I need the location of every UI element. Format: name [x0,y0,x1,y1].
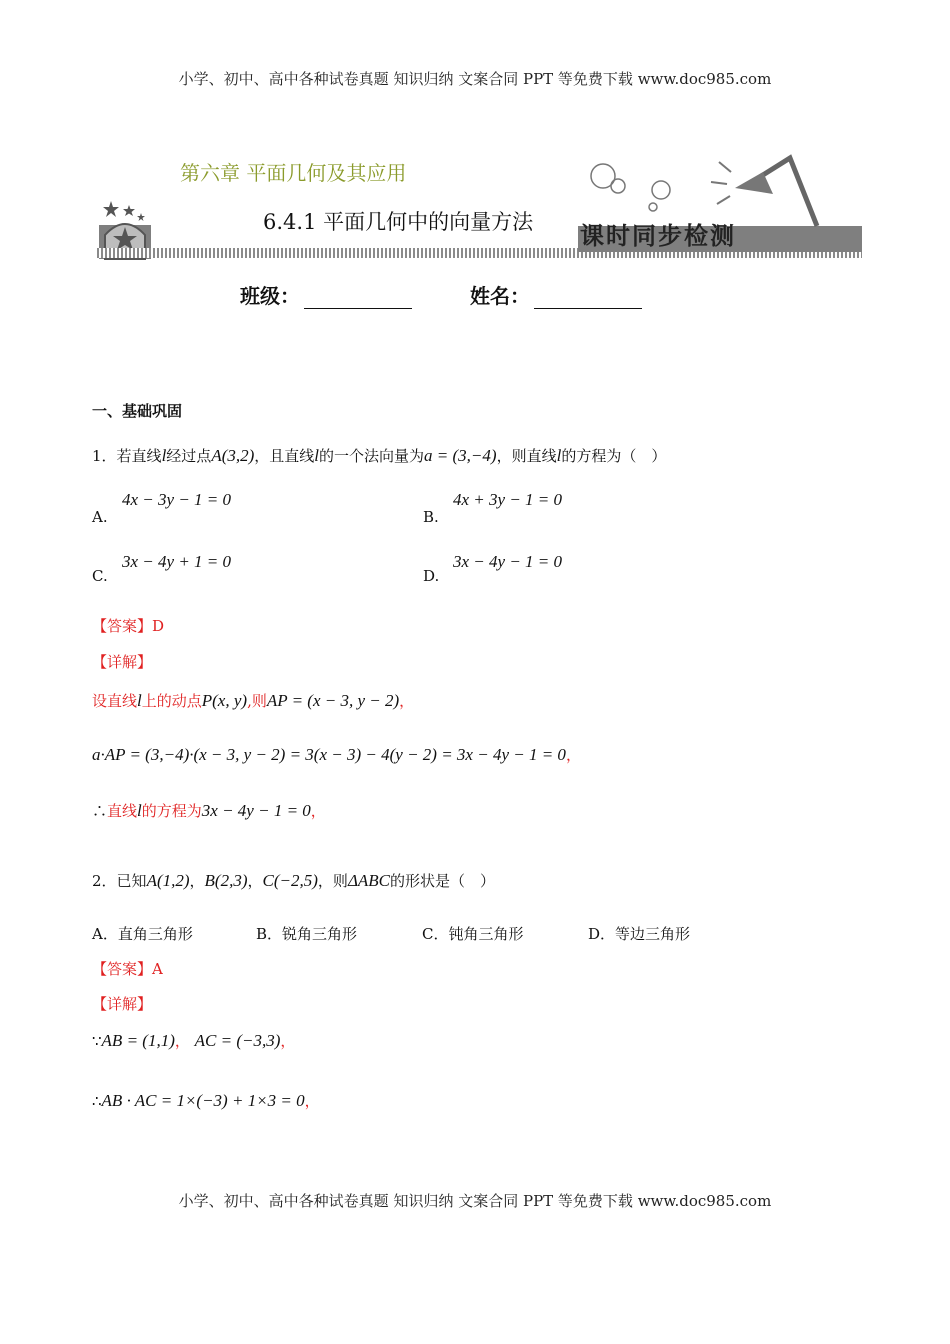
q1-text: 的一个法向量为 [319,447,425,465]
header-ad: 小学、初中、高中各种试卷真题 知识归纳 文案合同 PPT 等免费下载 www.doc985.com [178,70,772,88]
q1-option-c-expr: 3x − 4y + 1 = 0 [122,552,232,571]
q1-text: 经过点 [166,447,212,465]
option-label: A. [92,508,108,526]
solution-text: ， [565,746,581,764]
vector-ap: AP = (x − 3, y − 2) [266,691,400,710]
q1-text: 若直线 [116,447,162,465]
q1-option-a-expr: 4x − 3y − 1 = 0 [122,490,232,509]
option-label: B. [423,508,439,526]
question-1 [92,445,666,466]
option-label: C． [422,925,449,943]
line-symbol: l [137,691,142,710]
q2-solution-step-2 [92,1090,320,1111]
solution-text: ， [174,1032,190,1050]
vector-ab: AB = (1,1) [101,1031,175,1050]
q2-triangle: ΔABC [347,871,391,890]
solution-text: ， [399,692,415,710]
solution-text: 直线 [107,802,138,820]
q2-point-c: C(−2,5) [262,871,318,890]
solution-text: 上的动点 [141,692,202,710]
class-label: 班级： [240,284,300,308]
q2-text: 的形状是（ ） [390,872,496,890]
footer-ad: 小学、初中、高中各种试卷真题 知识归纳 文案合同 PPT 等免费下载 www.doc985.com [178,1192,772,1210]
q2-point-a: A(1,2) [146,871,190,890]
solution-text: ,则 [247,692,267,710]
q1-solution-step-3 [92,800,326,821]
q1-option-a [92,508,108,526]
line-symbol: l [137,801,142,820]
q1-normal-vector: a = (3,−4) [424,446,497,465]
q2-text: ， [247,872,263,890]
name-field [470,280,642,309]
option-label: D． [588,925,616,943]
option-text: 直角三角形 [117,925,193,943]
q2-text: 已知 [116,872,147,890]
q1-detail-label: 【详解】 [92,653,153,671]
q1-option-b-expr: 4x + 3y − 1 = 0 [453,490,563,509]
q1-option-d [423,567,439,585]
q1-line-symbol: l [556,446,562,465]
solution-text: ， [280,1032,296,1050]
q1-point-a: A(3,2) [211,446,255,465]
name-blank [534,288,642,309]
q2-text: ，则 [317,872,348,890]
q1-solution-step-2 [92,744,581,765]
q1-number: 1． [92,447,117,465]
dot-product-expr: AB · AC = 1×(−3) + 1×3 = 0 [101,1091,305,1110]
q1-text: 的方程为（ ） [561,447,667,465]
solution-text: ， [310,802,326,820]
stamp-title: 课时同步检测 [580,221,736,250]
q2-option-a [92,923,193,944]
option-text: 钝角三角形 [448,925,524,943]
q1-option-b [423,508,439,526]
q2-option-c [422,923,524,944]
q1-option-d-expr: 3x − 4y − 1 = 0 [453,552,563,571]
section-title: 一、基础巩固 [92,402,183,420]
lesson-title: 6.4.1 平面几何中的向量方法 [263,210,534,234]
q1-option-c [92,567,108,585]
solution-text: 设直线 [92,692,138,710]
chapter-title: 第六章 平面几何及其应用 [180,161,407,185]
question-2 [92,870,495,891]
q1-text: ，且直线 [254,447,315,465]
therefore-symbol: ∴ [92,802,108,820]
class-field [240,280,412,309]
q1-solution-step-1 [92,690,414,711]
q1-line-symbol: l [161,446,167,465]
option-text: 等边三角形 [615,925,691,943]
option-label: C. [92,567,108,585]
dot-product-expr: a·AP = (3,−4)·(x − 3, y − 2) = 3(x − 3) − 4(y − 2) = 3x − 4y − 1 = 0 [92,745,566,764]
q1-line-symbol: l [314,446,320,465]
q2-text: ， [189,872,205,890]
option-text: 锐角三角形 [282,925,358,943]
option-label: B． [256,925,283,943]
option-label: A． [92,925,118,943]
q2-number: 2． [92,872,117,890]
q2-option-b [256,923,357,944]
solution-text: ， [304,1092,320,1110]
vector-ac: AC = (−3,3) [194,1031,281,1050]
q2-detail-label: 【详解】 [92,995,153,1013]
q2-point-b: B(2,3) [204,871,248,890]
q1-text: ，则直线 [496,447,557,465]
point-p: P(x, y) [201,691,248,710]
q2-option-d [588,923,690,944]
solution-text: 的方程为 [141,802,202,820]
option-label: D. [423,567,440,585]
q1-answer: 【答案】D [92,617,165,635]
name-label: 姓名： [470,284,530,308]
because-symbol: ∵ [92,1032,102,1050]
q2-solution-step-1 [92,1030,295,1051]
class-blank [304,288,412,309]
q2-answer: 【答案】A [92,960,163,978]
line-equation: 3x − 4y − 1 = 0 [201,801,311,820]
therefore-symbol: ∴ [92,1092,102,1110]
